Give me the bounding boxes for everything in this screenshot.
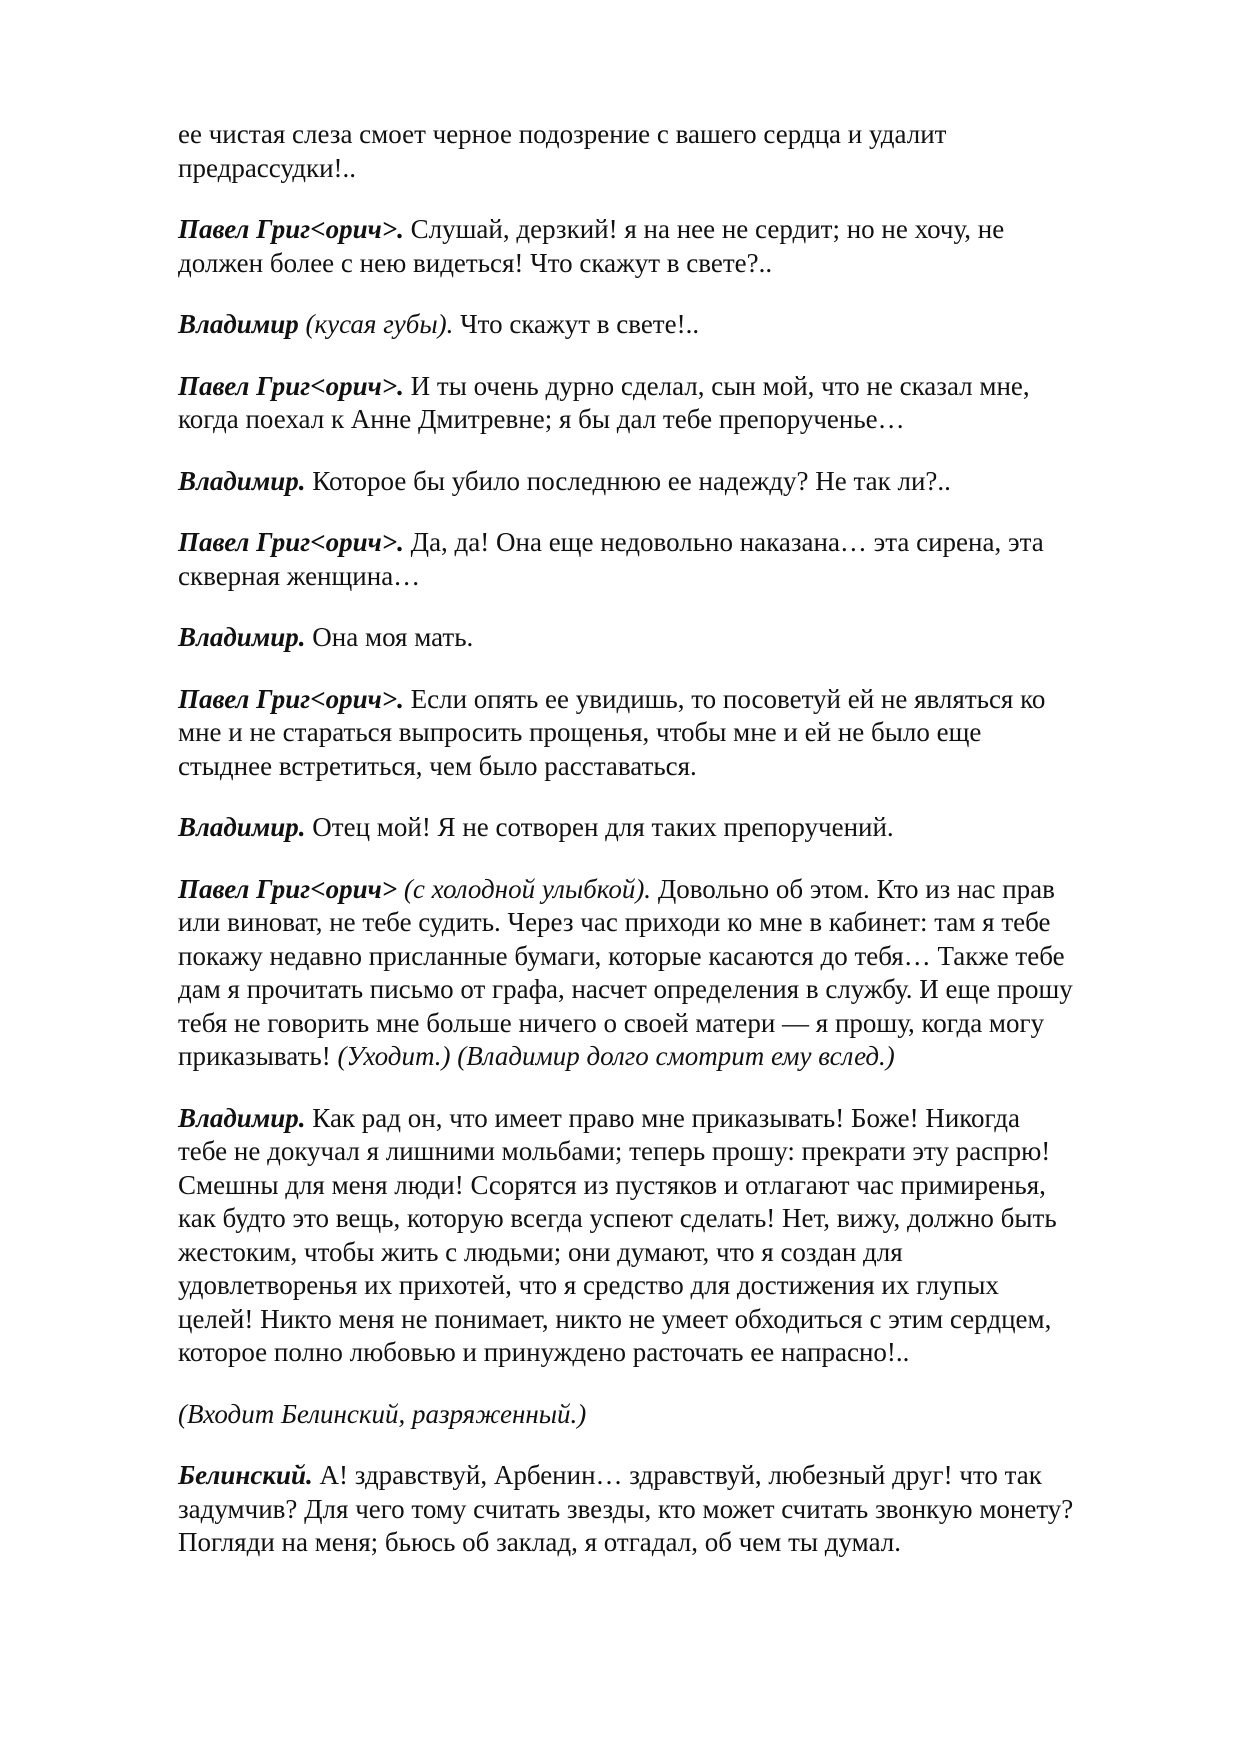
text-line: Довольно об этом. Кто из нас прав: [657, 873, 1055, 904]
text-line: Отец мой! Я не сотворен для таких препоручений.: [312, 812, 894, 842]
paragraph-continuation: [178, 118, 1178, 185]
text-line: жестоким, чтобы жить с людьми; они думают, что я создан для: [178, 1236, 903, 1267]
speaker-name: Павел Григ<орич>.: [178, 214, 404, 244]
text-line: покажу недавно присланные бумаги, которые касаются до тебя… Также тебе: [178, 940, 1065, 971]
text-line: приказывать!: [178, 1041, 331, 1071]
speaker-name: Владимир.: [178, 465, 306, 496]
paragraph-stage-enter: [178, 1398, 1178, 1432]
text-line: тебя не говорить мне больше ничего о своей матери — я прошу, когда могу: [178, 1007, 1045, 1038]
document-page: [178, 118, 1178, 1588]
text-line: удовлетворенья их прихотей, что я средство для достижения их глупых: [178, 1270, 999, 1300]
text-line: как будто это вещь, которую всегда успеют сделать! Нет, вижу, должно быть: [178, 1203, 1057, 1233]
text-line: Как рад он, что имеет право мне приказывать! Боже! Никогда: [312, 1102, 1020, 1133]
text-line: Если опять ее увидишь, то посоветуй ей не являться ко: [410, 683, 1046, 714]
paragraph-pavel-3: [178, 526, 1178, 593]
text-line: Она моя мать.: [312, 622, 474, 652]
text-line: мне и не стараться выпросить прощенья, чтобы мне и ей не было еще: [178, 717, 982, 747]
text-line: Смешны для меня люди! Ссорятся из пустяков и отлагают час примиренья,: [178, 1169, 1046, 1200]
stage-direction-exit: (Уходит.) (Владимир долго смотрит ему вслед.): [337, 1041, 895, 1071]
text-line: должен более с нею видеться! Что скажут в свете?..: [178, 247, 773, 278]
speaker-name: Владимир: [178, 309, 299, 339]
text-line: задумчив? Для чего тому считать звезды, кто может считать звонкую монету?: [178, 1493, 1074, 1524]
stage-direction: (с холодной улыбкой).: [403, 873, 652, 904]
text-line: И ты очень дурно сделал, сын мой, что не сказал мне,: [410, 370, 1030, 401]
paragraph-vladimir-5: [178, 1102, 1178, 1370]
speaker-name: Павел Григ<орич>.: [178, 683, 404, 714]
speaker-name: Владимир.: [178, 622, 306, 652]
paragraph-pavel-1: [178, 213, 1178, 280]
text-line: Слушай, дерзкий! я на нее не сердит; но не хочу, не: [410, 214, 1005, 244]
text-line: или виноват, не тебе судить. Через час приходи ко мне в кабинет: там я тебе: [178, 907, 1051, 937]
text-line: Которое бы убило последнюю ее надежду? Не так ли?..: [312, 465, 951, 496]
speaker-name: Павел Григ<орич>.: [178, 527, 404, 557]
paragraph-pavel-5: [178, 873, 1178, 1074]
paragraph-pavel-4: [178, 683, 1178, 784]
paragraph-pavel-2: [178, 370, 1178, 437]
text-line: ее чистая слеза смоет черное подозрение с вашего сердца и удалит: [178, 119, 947, 149]
speaker-name: Владимир.: [178, 812, 306, 842]
text-line: которое полно любовью и принуждено расточать ее напрасно!..: [178, 1337, 910, 1367]
text-line: предрассудки!..: [178, 152, 357, 183]
text-line: А! здравствуй, Арбенин… здравствуй, любезный друг! что так: [319, 1460, 1042, 1490]
text-line: скверная женщина…: [178, 560, 421, 591]
speaker-name: Белинский.: [178, 1460, 313, 1490]
text-line: Что скажут в свете!..: [460, 309, 700, 339]
stage-direction: (кусая губы).: [305, 309, 454, 339]
paragraph-vladimir-3: [178, 621, 1178, 655]
text-line: стыднее встретиться, чем было расставаться.: [178, 750, 697, 781]
paragraph-belinsky-1: [178, 1459, 1178, 1560]
paragraph-vladimir-4: [178, 811, 1178, 845]
text-line: тебе не докучал я лишними мольбами; теперь прошу: прекрати эту распрю!: [178, 1136, 1051, 1166]
speaker-name: Владимир.: [178, 1102, 306, 1133]
paragraph-vladimir-1: [178, 308, 1178, 342]
text-line: когда поехал к Анне Дмитревне; я бы дал тебе препорученье…: [178, 404, 905, 434]
text-line: дам я прочитать письмо от графа, насчет определения в службу. И еще прошу: [178, 974, 1073, 1004]
paragraph-vladimir-2: [178, 465, 1178, 499]
speaker-name: Павел Григ<орич>.: [178, 370, 404, 401]
text-line: целей! Никто меня не понимает, никто не умеет обходиться с этим сердцем,: [178, 1303, 1052, 1334]
text-line: Погляди на меня; бьюсь об заклад, я отгадал, об чем ты думал.: [178, 1527, 902, 1557]
text-line: Да, да! Она еще недовольно наказана… эта сирена, эта: [410, 527, 1044, 557]
speaker-name: Павел Григ<орич>: [178, 873, 398, 904]
stage-direction: (Входит Белинский, разряженный.): [178, 1398, 587, 1429]
